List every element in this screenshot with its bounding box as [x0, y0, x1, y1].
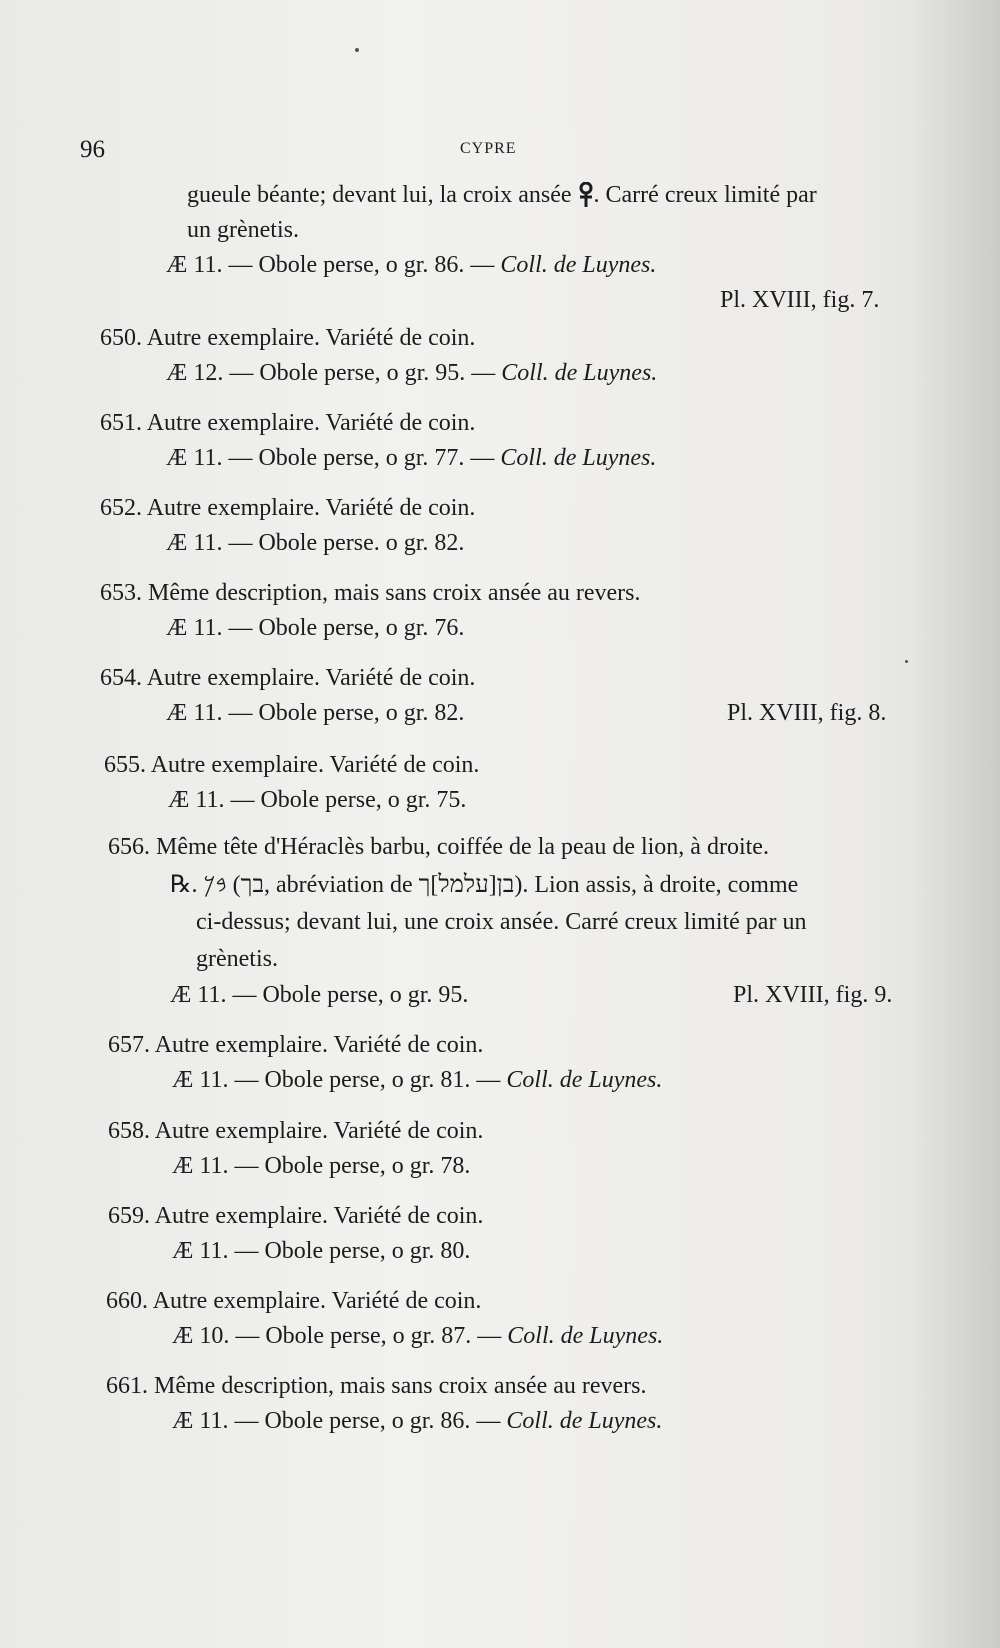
entry-description: Autre exemplaire. Variété de coin.	[154, 1032, 484, 1058]
collection: Coll. de Luynes.	[501, 360, 658, 386]
entry-metal-line: Æ 11. — Obole perse, o gr. 82.	[166, 700, 465, 726]
intro-text: gueule béante; devant lui, la croix ansée	[187, 182, 572, 208]
entry-description: Autre exemplaire. Variété de coin.	[146, 410, 476, 436]
entry-number: 659.	[108, 1203, 150, 1229]
entry-description: Autre exemplaire. Variété de coin.	[146, 325, 476, 351]
collection: Coll. de Luynes.	[506, 1408, 663, 1434]
entry-desc-line	[100, 323, 475, 353]
entry-metal-line	[166, 443, 656, 473]
entry-number: 652.	[100, 495, 142, 521]
entry-description: Autre exemplaire. Variété de coin.	[146, 665, 476, 691]
metal-weight: Æ 10. — Obole perse, o gr. 87. —	[172, 1323, 508, 1349]
entry-description: Même tête d'Héraclès barbu, coiffée de la peau de lion, à droite.	[156, 834, 769, 860]
entry-number: 653.	[100, 580, 142, 606]
entry-number: 651.	[100, 410, 142, 436]
plate-reference: Pl. XVIII, fig. 9.	[733, 982, 893, 1008]
entry-metal-line: Æ 11. — Obole perse, o gr. 95.	[170, 982, 469, 1008]
entry-description: Autre exemplaire. Variété de coin.	[152, 1288, 482, 1314]
entry-desc-line	[106, 1286, 481, 1316]
reverse-description: ℞. 𐤁𐤊 (בך, abréviation de בן[עלמל]ך). Lion assis, à droite, comme	[170, 872, 799, 898]
entry-number: 650.	[100, 325, 142, 351]
entry-description: Autre exemplaire. Variété de coin.	[154, 1203, 484, 1229]
intro-metal-line	[166, 250, 656, 280]
entry-metal-line	[172, 1406, 662, 1436]
entry-metal-line: Æ 11. — Obole perse, o gr. 78.	[172, 1153, 471, 1179]
ink-speck	[905, 660, 908, 663]
entry-description: Même description, mais sans croix ansée au revers.	[154, 1373, 647, 1399]
entry-number: 657.	[108, 1032, 150, 1058]
collection: Coll. de Luynes.	[507, 1323, 664, 1349]
entry-description: Autre exemplaire. Variété de coin.	[150, 752, 480, 778]
metal-weight: Æ 11. — Obole perse, o gr. 77. —	[166, 445, 501, 471]
entry-desc-line	[108, 1030, 483, 1060]
metal-weight: Æ 12. — Obole perse, o gr. 95. —	[166, 360, 502, 386]
metal-weight: Æ 11. — Obole perse, o gr. 81. —	[172, 1067, 507, 1093]
entry-metal-line: Æ 11. — Obole perse, o gr. 76.	[166, 615, 465, 641]
entry-desc-line	[108, 1116, 483, 1146]
entry-desc-line	[108, 1201, 483, 1231]
collection: Coll. de Luynes.	[500, 252, 657, 278]
collection: Coll. de Luynes.	[506, 1067, 663, 1093]
entry-number: 660.	[106, 1288, 148, 1314]
plate-reference: Pl. XVIII, fig. 8.	[727, 700, 887, 726]
reverse-description-cont: ci-dessus; devant lui, une croix ansée. Carré creux limité par un	[196, 909, 807, 935]
ink-speck	[355, 48, 359, 52]
entry-desc-line	[100, 578, 641, 608]
entry-desc-line	[108, 832, 769, 862]
entry-metal-line: Æ 11. — Obole perse, o gr. 75.	[168, 787, 467, 813]
entry-number: 656.	[108, 834, 150, 860]
intro-line-2: un grènetis.	[187, 217, 299, 243]
entry-number: 658.	[108, 1118, 150, 1144]
entry-desc-line	[100, 493, 475, 523]
entry-desc-line	[106, 1371, 647, 1401]
entry-description: Autre exemplaire. Variété de coin.	[146, 495, 476, 521]
entry-metal-line: Æ 11. — Obole perse. o gr. 82.	[166, 530, 465, 556]
reverse-description-cont: grènetis.	[196, 946, 278, 972]
entry-desc-line	[100, 663, 475, 693]
entry-metal-line	[172, 1321, 663, 1351]
entry-desc-line	[104, 750, 479, 780]
intro-line-1	[187, 180, 817, 210]
entry-description: Même description, mais sans croix ansée au revers.	[148, 580, 641, 606]
collection: Coll. de Luynes.	[500, 445, 657, 471]
entry-desc-line	[100, 408, 475, 438]
ankh-icon	[578, 182, 594, 208]
intro-text-end: . Carré creux limité par	[593, 182, 817, 208]
page-number: 96	[80, 136, 105, 163]
entry-metal-line	[172, 1065, 662, 1095]
plate-reference: Pl. XVIII, fig. 7.	[720, 287, 880, 313]
entry-description: Autre exemplaire. Variété de coin.	[154, 1118, 484, 1144]
page-edge-shadow	[910, 0, 1000, 1648]
entry-number: 661.	[106, 1373, 148, 1399]
entry-number: 654.	[100, 665, 142, 691]
entry-metal-line: Æ 11. — Obole perse, o gr. 80.	[172, 1238, 471, 1264]
entry-metal-line	[166, 358, 657, 388]
metal-weight: Æ 11. — Obole perse, o gr. 86. —	[172, 1408, 507, 1434]
metal-weight: Æ 11. — Obole perse, o gr. 86. —	[166, 252, 501, 278]
running-title: CYPRE	[460, 140, 517, 157]
entry-number: 655.	[104, 752, 146, 778]
